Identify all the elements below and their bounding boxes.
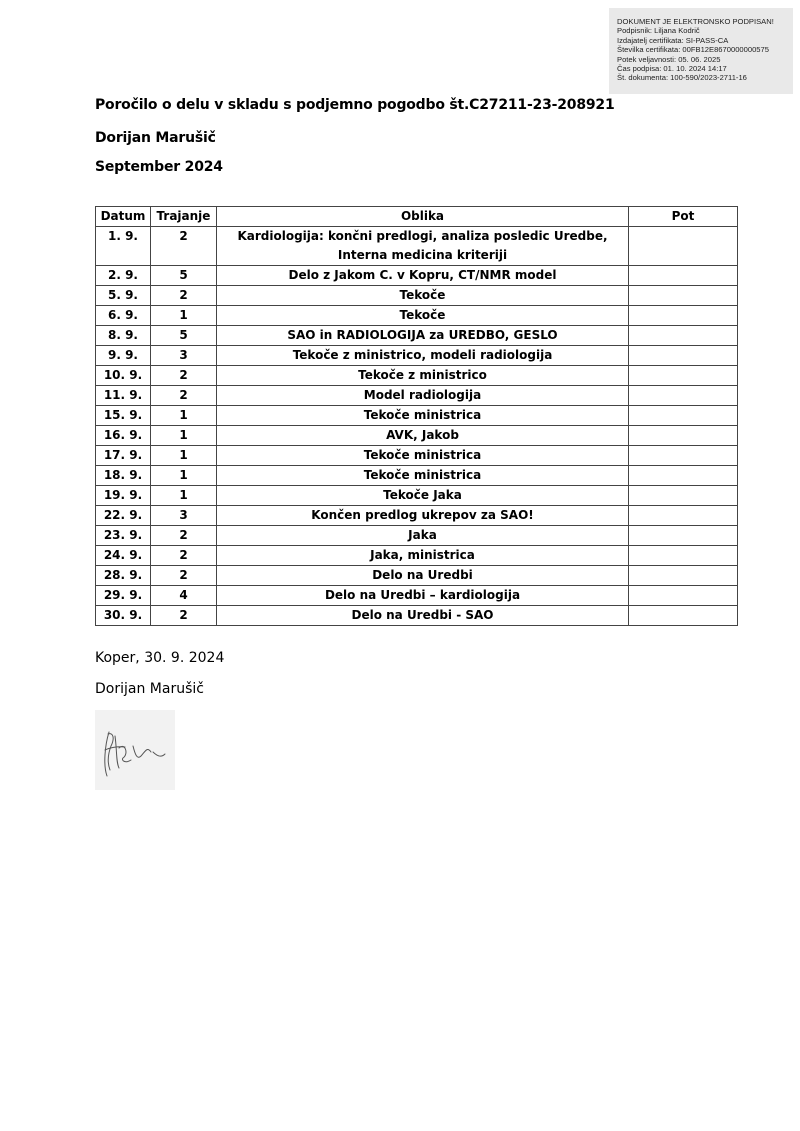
duration-cell: 1	[151, 486, 217, 506]
form-cell: Model radiologija	[217, 386, 629, 406]
stamp-line: Številka certifikata: 00FB12E8670000000575	[617, 45, 769, 55]
table-row	[96, 286, 738, 306]
date-cell: 30. 9.	[96, 606, 151, 626]
column-header-date: Datum	[96, 207, 151, 227]
table-row	[96, 446, 738, 466]
signer-name: Dorijan Marušič	[95, 681, 204, 697]
form-cell: Tekoče ministrica	[217, 446, 629, 466]
travel-cell	[629, 306, 738, 326]
table-row	[96, 566, 738, 586]
duration-cell: 1	[151, 466, 217, 486]
column-header-travel: Pot	[629, 207, 738, 227]
table-row	[96, 306, 738, 326]
table-row	[96, 586, 738, 606]
duration-cell: 2	[151, 227, 217, 266]
travel-cell	[629, 286, 738, 306]
travel-cell	[629, 386, 738, 406]
form-cell: Tekoče Jaka	[217, 486, 629, 506]
duration-cell: 3	[151, 506, 217, 526]
date-cell: 2. 9.	[96, 266, 151, 286]
stamp-line: DOKUMENT JE ELEKTRONSKO PODPISAN!	[617, 17, 774, 26]
stamp-line: Št. dokumenta: 100-590/2023-2711-16	[617, 73, 747, 83]
travel-cell	[629, 346, 738, 366]
form-cell: Delo z Jakom C. v Kopru, CT/NMR model	[217, 266, 629, 286]
travel-cell	[629, 366, 738, 386]
travel-cell	[629, 486, 738, 506]
duration-cell: 2	[151, 386, 217, 406]
table-row	[96, 346, 738, 366]
date-cell: 23. 9.	[96, 526, 151, 546]
duration-cell: 3	[151, 346, 217, 366]
date-cell: 28. 9.	[96, 566, 151, 586]
stamp-line: Potek veljavnosti: 05. 06. 2025	[617, 54, 721, 64]
form-cell: Tekoče ministrica	[217, 466, 629, 486]
duration-cell: 1	[151, 426, 217, 446]
duration-cell: 1	[151, 446, 217, 466]
travel-cell	[629, 446, 738, 466]
column-header-duration: Trajanje	[151, 207, 217, 227]
travel-cell	[629, 406, 738, 426]
date-cell: 16. 9.	[96, 426, 151, 446]
date-cell: 18. 9.	[96, 466, 151, 486]
form-cell: Delo na Uredbi - SAO	[217, 606, 629, 626]
table-row	[96, 406, 738, 426]
travel-cell	[629, 266, 738, 286]
form-cell: Delo na Uredbi – kardiologija	[217, 586, 629, 606]
table-row	[96, 486, 738, 506]
date-cell: 17. 9.	[96, 446, 151, 466]
travel-cell	[629, 326, 738, 346]
table-row	[96, 386, 738, 406]
date-cell: 10. 9.	[96, 366, 151, 386]
duration-cell: 1	[151, 306, 217, 326]
table-row	[96, 606, 738, 626]
date-cell: 9. 9.	[96, 346, 151, 366]
travel-cell	[629, 606, 738, 626]
form-cell: Tekoče	[217, 306, 629, 326]
travel-cell	[629, 506, 738, 526]
table-row	[96, 426, 738, 446]
date-cell: 11. 9.	[96, 386, 151, 406]
table-header-row	[96, 207, 738, 227]
stamp-line: Čas podpisa: 01. 10. 2024 14:17	[617, 64, 727, 74]
form-cell: Končen predlog ukrepov za SAO!	[217, 506, 629, 526]
date-cell: 19. 9.	[96, 486, 151, 506]
table-row	[96, 466, 738, 486]
column-header-form: Oblika	[217, 207, 629, 227]
date-cell: 29. 9.	[96, 586, 151, 606]
form-cell: Jaka, ministrica	[217, 546, 629, 566]
date-cell: 5. 9.	[96, 286, 151, 306]
duration-cell: 2	[151, 566, 217, 586]
duration-cell: 2	[151, 526, 217, 546]
electronic-signature-stamp	[609, 8, 793, 94]
duration-cell: 5	[151, 266, 217, 286]
form-cell: AVK, Jakob	[217, 426, 629, 446]
table-row	[96, 266, 738, 286]
travel-cell	[629, 426, 738, 446]
author-name: Dorijan Marušič	[95, 130, 216, 146]
table-row	[96, 526, 738, 546]
form-cell: SAO in RADIOLOGIJA za UREDBO, GESLO	[217, 326, 629, 346]
travel-cell	[629, 227, 738, 266]
form-cell: Jaka	[217, 526, 629, 546]
table-body	[96, 227, 738, 626]
report-period: September 2024	[95, 159, 223, 175]
duration-cell: 4	[151, 586, 217, 606]
duration-cell: 2	[151, 546, 217, 566]
table-row	[96, 506, 738, 526]
stamp-line: Izdajatelj certifikata: SI-PASS-CA	[617, 35, 729, 45]
duration-cell: 2	[151, 286, 217, 306]
report-title: Poročilo o delu v skladu s podjemno pogodbo št.C27211-23-208921	[95, 97, 615, 113]
place-and-date: Koper, 30. 9. 2024	[95, 650, 225, 666]
table-row	[96, 366, 738, 386]
form-cell: Tekoče	[217, 286, 629, 306]
travel-cell	[629, 566, 738, 586]
form-cell: Tekoče ministrica	[217, 406, 629, 426]
table-row	[96, 227, 738, 266]
handwritten-signature	[95, 710, 175, 790]
duration-cell: 1	[151, 406, 217, 426]
table-row	[96, 326, 738, 346]
date-cell: 8. 9.	[96, 326, 151, 346]
duration-cell: 2	[151, 366, 217, 386]
duration-cell: 5	[151, 326, 217, 346]
form-cell: Delo na Uredbi	[217, 566, 629, 586]
stamp-line: Podpisnik: Liljana Kodrič	[617, 26, 700, 36]
form-cell: Tekoče z ministrico	[217, 366, 629, 386]
travel-cell	[629, 526, 738, 546]
date-cell: 6. 9.	[96, 306, 151, 326]
date-cell: 15. 9.	[96, 406, 151, 426]
form-cell: Tekoče z ministrico, modeli radiologija	[217, 346, 629, 366]
duration-cell: 2	[151, 606, 217, 626]
travel-cell	[629, 586, 738, 606]
work-log-table	[95, 206, 738, 626]
date-cell: 22. 9.	[96, 506, 151, 526]
travel-cell	[629, 546, 738, 566]
travel-cell	[629, 466, 738, 486]
date-cell: 24. 9.	[96, 546, 151, 566]
date-cell: 1. 9.	[96, 227, 151, 266]
table-row	[96, 546, 738, 566]
form-cell: Kardiologija: končni predlogi, analiza posledic Uredbe, Interna medicina kriteriji	[217, 227, 629, 266]
